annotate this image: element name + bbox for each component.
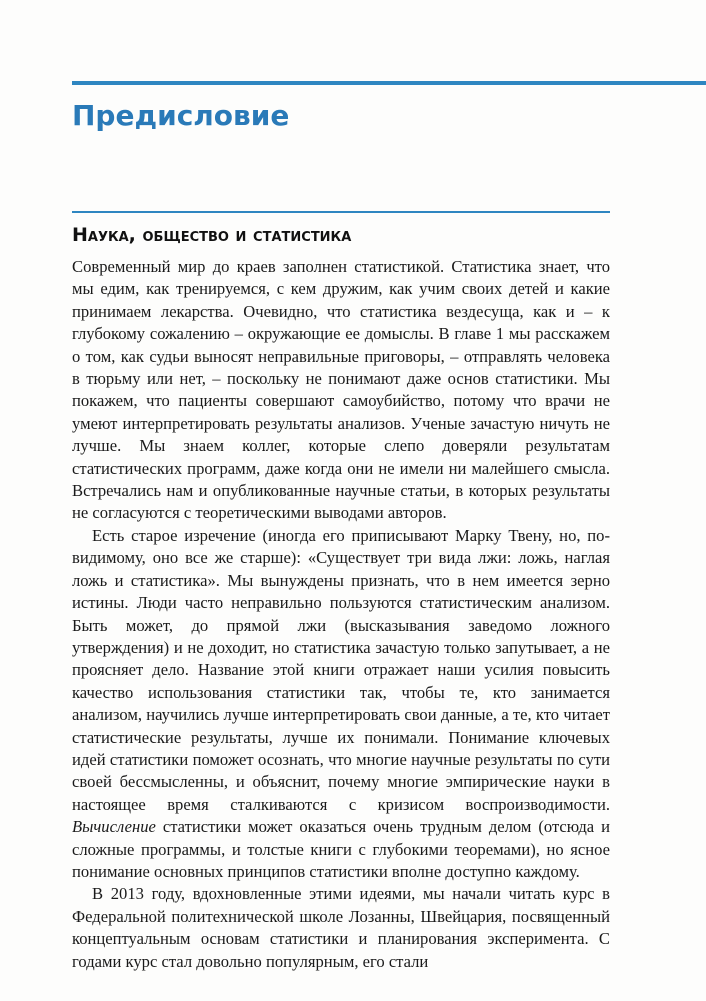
section-rule <box>72 211 610 213</box>
paragraph-2-text-end: статистики может оказаться очень трудным делом (отсюда и сложные программы, и толстые книги с глубокими теоремами), но ясное понимание основных принципов статистики вполне доступно каждому. <box>72 817 610 881</box>
paragraph-1: Современный мир до краев заполнен статистикой. Статистика знает, что мы едим, как тренируемся, с кем дружим, как учим своих детей и какие принимаем лекарства. Очевидно, что статистика вездесуща, как и – к глубокому сожалению – окружающие ее домыслы. В главе 1 мы расскажем о том, как судьи выносят неправильные приговоры, – отправлять человека в тюрьму или нет, – поскольку не понимают даже основ статистики. Мы покажем, что пациенты совершают самоубийство, потому что врачи не умеют интерпретировать результаты анализов. Ученые зачастую ничуть не лучше. Мы знаем коллег, которые слепо доверяли результатам статистических программ, даже когда они не имели ни малейшего смысла. Встречались нам и опубликованные научные статьи, в которых результаты не согласуются с теоретическими выводами авторов. <box>72 257 610 523</box>
paragraph-3: В 2013 году, вдохновленные этими идеями, мы начали читать курс в Федеральной политехнической школе Лозанны, Швейцария, посвященный концептуальным основам статистики и планирования эксперимента. С годами курс стал довольно популярным, его стали <box>72 884 610 971</box>
section-title: Наука, общество и статистика <box>72 224 352 246</box>
chapter-top-rule <box>72 81 706 85</box>
chapter-title: Предисловие <box>72 99 290 132</box>
paragraph-2-emphasis: Вычисление <box>72 817 156 837</box>
paragraph-2 <box>72 525 610 884</box>
paragraph-2-text-start: Есть старое изречение (иногда его приписывают Марку Твену, но, по-видимому, оно все же старше): «Существует три вида лжи: ложь, наглая ложь и статистика». Мы вынуждены признать, что в нем имеется зерно истины. Люди часто неправильно пользуются статистическим анализом. Быть может, до прямой лжи (высказывания заведомо ложного утверждения) и не доходит, но статистика зачастую только запутывает, а не проясняет дело. Название этой книги отражает наши усилия повысить качество использования статистики так, чтобы те, кто занимается анализом, научились лучше интерпретировать свои данные, а те, кто читает статистические результаты, лучше их понимали. Понимание ключевых идей статистики поможет осознать, что многие научные результаты по сути своей бессмысленны, и объяснит, почему многие эмпирические науки в настоящее время сталкиваются с кризисом воспроизводимости. <box>72 525 610 814</box>
body-text <box>72 256 610 973</box>
